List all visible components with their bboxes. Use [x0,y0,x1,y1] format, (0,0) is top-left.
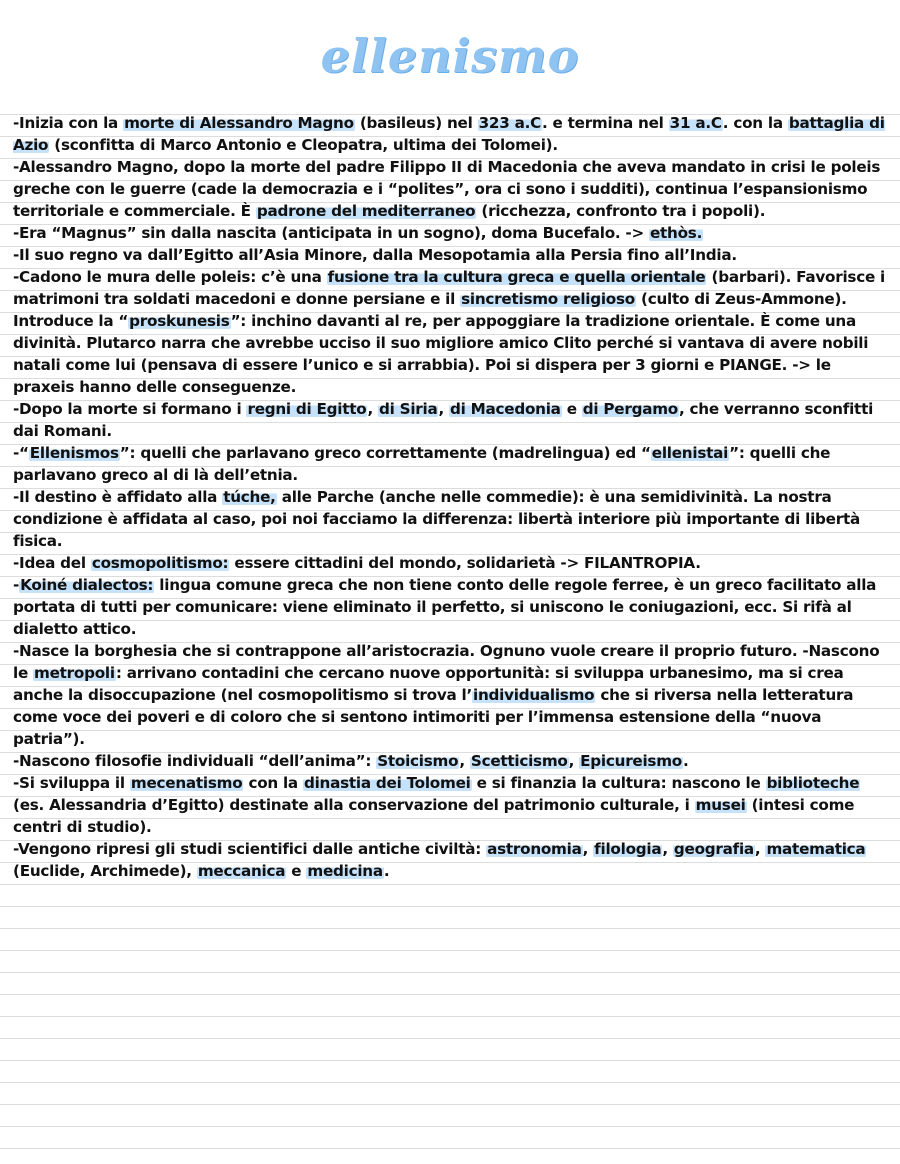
note-text: che si riversa nella letteratura come voce dei poveri e di coloro che si sentono intimoriti per l’immensa estensione della “nuova patria”). [13,686,854,748]
note-text: ”: inchino davanti al re, per appoggiare la tradizione orientale. È come una divinità. Plutarco narra che avrebbe ucciso il suo migliore amico Clito perché si vantava di avere nobili natali come lui (pensava di essere l’unico e si arrabbia). Poi si dispera per 3 giorni e PIANGE. -> le praxeis hanno delle conseguenze. [13,312,869,396]
note-paragraph [13,750,887,772]
highlighted-term: Epicureismo [580,752,682,770]
note-text: -“ [13,444,29,462]
note-paragraph [13,552,887,574]
highlighted-term: metropoli [34,664,115,682]
highlighted-term: battaglia di Azio [13,114,885,154]
note-text: , che verranno sconfitti dai Romani. [13,400,874,440]
highlighted-term: fusione tra la cultura greca e quella orientale [327,268,706,286]
note-text: (basileus) nel [354,114,478,132]
note-text: e [561,400,582,418]
note-text: e [286,862,307,880]
note-paragraph [13,486,887,552]
highlighted-term: matematica [766,840,866,858]
highlighted-term: Koiné dialectos: [20,576,154,594]
note-text: -Il destino è affidato alla [13,488,223,506]
highlighted-term: Ellenismos [29,444,119,462]
note-text: (Euclide, Archimede), [13,862,197,880]
note-text: (sconfitta di Marco Antonio e Cleopatra, ultima dei Tolomei). [49,136,558,154]
page-title: ellenismo [320,29,580,83]
note-text: con la [243,774,303,792]
note-text: , [582,840,594,858]
note-text: -Cadono le mura delle poleis: c’è una [13,268,327,286]
note-text: . [682,752,689,770]
note-text: , [438,400,450,418]
note-text: -Idea del [13,554,91,572]
note-text: ”: quelli che parlavano greco correttamente (madrelingua) ed “ [119,444,651,462]
highlighted-term: sincretismo religioso [461,290,635,308]
highlighted-term: musei [695,796,746,814]
note-text: -Dopo la morte si formano i [13,400,247,418]
highlighted-term: regni di Egitto [247,400,367,418]
note-text: - [13,576,20,594]
note-paragraph [13,266,887,398]
note-text: . e termina nel [541,114,669,132]
note-text: (es. Alessandria d’Egitto) destinate alla conservazione del patrimonio culturale, i [13,796,695,814]
note-text: -Nasce la borghesia che si contrappone all’aristocrazia. Ognuno vuole creare il proprio futuro. -Nascono le [13,642,880,682]
note-text: -Il suo regno va dall’Egitto all’Asia Minore, dalla Mesopotamia alla Persia fino all’India. [13,246,737,264]
note-text: lingua comune greca che non tiene conto delle regole ferree, è un greco facilitato alla portata di tutti per comunicare: viene eliminato il perfetto, si uniscono le coniugazioni, ecc. Si rifà al dialetto attico. [13,576,877,638]
highlighted-term: Scetticismo [470,752,568,770]
note-text: e si finanzia la cultura: nascono le [471,774,766,792]
note-text: -Vengono ripresi gli studi scientifici dalle antiche civiltà: [13,840,487,858]
highlighted-term: mecenatismo [130,774,243,792]
note-text: -Si sviluppa il [13,774,130,792]
highlighted-term: 31 a.C [669,114,722,132]
note-text: -Era “Magnus” sin dalla nascita (anticipata in un sogno), doma Bucefalo. -> [13,224,649,242]
note-text: . con la [722,114,788,132]
note-text: (barbari). Favorisce i matrimoni tra soldati macedoni e donne persiane e il [13,268,885,308]
note-text: essere cittadini del mondo, solidarietà -> FILANTROPIA. [229,554,701,572]
note-text: , [568,752,580,770]
highlighted-term: ellenistai [651,444,729,462]
note-text: , [754,840,766,858]
note-paragraph [13,838,887,882]
notes-body [13,112,887,882]
note-text: . [383,862,390,880]
note-paragraph [13,640,887,750]
highlighted-term: dinastia dei Tolomei [303,774,471,792]
highlighted-term: padrone del mediterraneo [256,202,476,220]
note-text: (culto di Zeus-Ammone). Introduce la “ [13,290,847,330]
highlighted-term: meccanica [197,862,286,880]
note-paragraph [13,244,887,266]
note-paragraph [13,156,887,222]
highlighted-term: filologia [594,840,662,858]
note-paragraph [13,574,887,640]
highlighted-term: Stoicismo [377,752,459,770]
highlighted-term: túche, [223,488,276,506]
note-text: , [662,840,673,858]
note-paragraph [13,222,887,244]
note-text: , [459,752,470,770]
highlighted-term: medicina [307,862,383,880]
note-text: -Nascono filosofie individuali “dell’anima”: [13,752,377,770]
note-paragraph [13,772,887,838]
note-text: (intesi come centri di studio). [13,796,855,836]
note-text: : arrivano contadini che cercano nuove opportunità: si sviluppa urbanesimo, ma si crea anche la disoccupazione (nel cosmopolitismo si trova l’ [13,664,844,704]
note-text: alle Parche (anche nelle commedie): è una semidivinità. La nostra condizione è affidata al caso, poi noi facciamo la differenza: libertà interiore più importante di libertà fisica. [13,488,860,550]
note-text: ”: quelli che parlavano greco al di là dell’etnia. [13,444,831,484]
note-text: (ricchezza, confronto tra i popoli). [476,202,766,220]
note-paragraph [13,112,887,156]
highlighted-term: geografia [673,840,754,858]
highlighted-term: cosmopolitismo: [91,554,229,572]
highlighted-term: di Pergamo [582,400,678,418]
note-paragraph [13,442,887,486]
highlighted-term: morte di Alessandro Magno [124,114,354,132]
highlighted-term: proskunesis [129,312,230,330]
highlighted-term: di Macedonia [450,400,561,418]
note-text: -Inizia con la [13,114,124,132]
note-text: , [367,400,379,418]
highlighted-term: di Siria [379,400,438,418]
highlighted-term: biblioteche [766,774,860,792]
highlighted-term: individualismo [473,686,595,704]
note-paragraph [13,398,887,442]
highlighted-term: 323 a.C [478,114,541,132]
note-text: -Alessandro Magno, dopo la morte del padre Filippo II di Macedonia che aveva mandato in crisi le poleis greche con le guerre (cade la democrazia e i “polites”, ora ci sono i sudditi), continua l’espansionismo territoriale e commerciale. È [13,158,881,220]
highlighted-term: ethòs. [650,224,703,242]
highlighted-term: astronomia [487,840,582,858]
